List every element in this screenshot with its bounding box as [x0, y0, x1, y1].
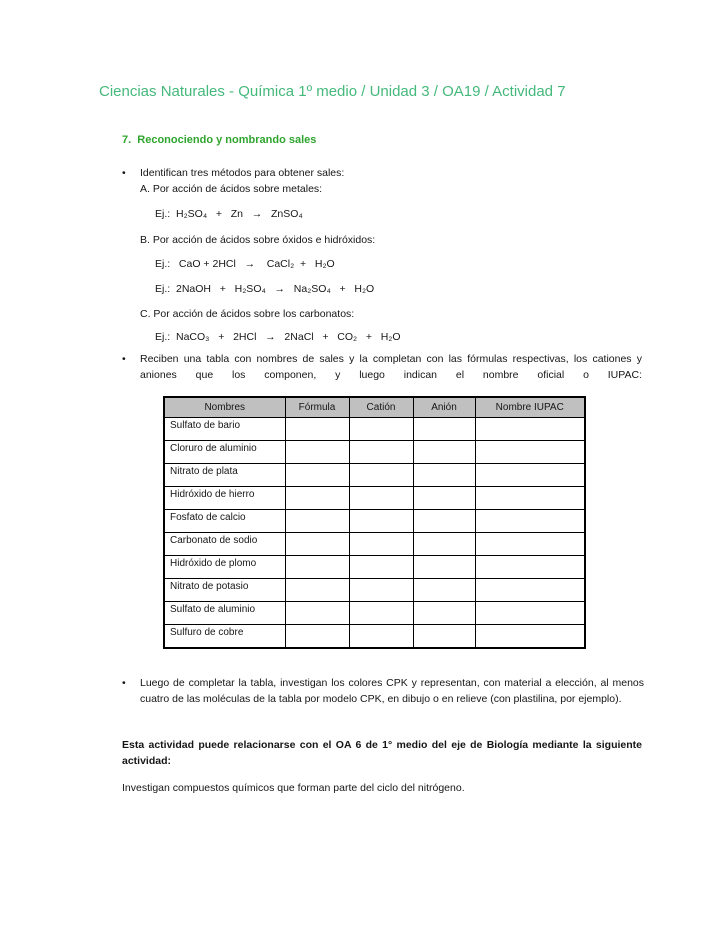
cell-salt-name: Cloruro de aluminio: [164, 441, 285, 464]
table-row: [164, 487, 585, 510]
bullet-icon: •: [122, 353, 126, 365]
empty-cell-anion: [413, 487, 475, 510]
empty-cell-cation: [349, 556, 413, 579]
table-row: [164, 533, 585, 556]
empty-cell-cation: [349, 602, 413, 625]
empty-cell-formula: [285, 487, 349, 510]
equation-acid-metal: Ej.: H₂SO₄ + Zn → ZnSO₄: [155, 208, 303, 220]
table-instruction-bullet-item: [122, 352, 642, 383]
cpk-instruction-text: Luego de completar la tabla, investigan los colores CPK y representan, con material a elección, al menos cuatro de las moléculas de la tabla por modelo CPK, en dibujo o en relieve (con plastilina, por ejemplo).: [140, 677, 644, 705]
column-header-cation: Catión: [349, 397, 413, 418]
empty-cell-iupac: [475, 464, 585, 487]
table-row: [164, 464, 585, 487]
table-row: [164, 625, 585, 649]
column-header-nombres: Nombres: [164, 397, 285, 418]
related-activity-text: Investigan compuestos químicos que forman parte del ciclo del nitrógeno.: [122, 782, 465, 794]
activity-heading: 7. Reconociendo y nombrando sales: [122, 134, 317, 146]
empty-cell-anion: [413, 602, 475, 625]
empty-cell-formula: [285, 579, 349, 602]
empty-cell-anion: [413, 510, 475, 533]
column-header-anion: Anión: [413, 397, 475, 418]
empty-cell-iupac: [475, 487, 585, 510]
bullet-icon: •: [122, 677, 126, 689]
empty-cell-iupac: [475, 579, 585, 602]
empty-cell-formula: [285, 510, 349, 533]
cell-salt-name: Nitrato de potasio: [164, 579, 285, 602]
method-b-line: B. Por acción de ácidos sobre óxidos e hidróxidos:: [140, 234, 376, 246]
sales-table: [163, 396, 586, 649]
empty-cell-anion: [413, 418, 475, 441]
table-row: [164, 510, 585, 533]
method-c-line: C. Por acción de ácidos sobre los carbonatos:: [140, 308, 355, 320]
method-a-line: A. Por acción de ácidos sobre metales:: [140, 182, 323, 195]
empty-cell-iupac: [475, 556, 585, 579]
empty-cell-formula: [285, 533, 349, 556]
document-title: Ciencias Naturales - Química 1º medio / Unidad 3 / OA19 / Actividad 7: [99, 83, 566, 100]
cell-salt-name: Hidróxido de plomo: [164, 556, 285, 579]
empty-cell-cation: [349, 533, 413, 556]
bullet-icon: •: [122, 167, 126, 179]
table-row: [164, 556, 585, 579]
empty-cell-anion: [413, 533, 475, 556]
table-row: [164, 579, 585, 602]
methods-intro-block: [140, 166, 642, 197]
empty-cell-cation: [349, 579, 413, 602]
empty-cell-iupac: [475, 441, 585, 464]
empty-cell-cation: [349, 625, 413, 649]
table-row: [164, 418, 585, 441]
cell-salt-name: Hidróxido de hierro: [164, 487, 285, 510]
table-header-row: [164, 397, 585, 418]
cell-salt-name: Sulfato de bario: [164, 418, 285, 441]
empty-cell-formula: [285, 602, 349, 625]
equation-acid-carbonate: Ej.: NaCO₃ + 2HCl → 2NaCl + CO₂ + H₂O: [155, 331, 401, 343]
empty-cell-formula: [285, 625, 349, 649]
empty-cell-formula: [285, 441, 349, 464]
empty-cell-formula: [285, 556, 349, 579]
related-activity-note: Esta actividad puede relacionarse con el OA 6 de 1° medio del eje de Biología mediante la siguiente actividad:: [122, 739, 642, 767]
empty-cell-cation: [349, 487, 413, 510]
empty-cell-cation: [349, 418, 413, 441]
cell-salt-name: Sulfato de aluminio: [164, 602, 285, 625]
table-row: [164, 602, 585, 625]
cell-salt-name: Fosfato de calcio: [164, 510, 285, 533]
equation-acid-hydroxide: Ej.: 2NaOH + H₂SO₄ → Na₂SO₄ + H₂O: [155, 283, 375, 295]
column-header-formula: Fórmula: [285, 397, 349, 418]
empty-cell-iupac: [475, 510, 585, 533]
empty-cell-anion: [413, 556, 475, 579]
table-instruction-text: Reciben una tabla con nombres de sales y la completan con las fórmulas respectivas, los cationes y aniones que los componen, y luego indican el nombre oficial o IUPAC:: [140, 353, 642, 381]
column-header-nombre-iupac: Nombre IUPAC: [475, 397, 585, 418]
empty-cell-anion: [413, 441, 475, 464]
methods-bullet-item: [122, 166, 642, 197]
empty-cell-anion: [413, 579, 475, 602]
empty-cell-iupac: [475, 533, 585, 556]
empty-cell-formula: [285, 464, 349, 487]
equation-acid-oxide: Ej.: CaO + 2HCl → CaCl₂ + H₂O: [155, 258, 335, 270]
table-row: [164, 441, 585, 464]
empty-cell-formula: [285, 418, 349, 441]
empty-cell-cation: [349, 464, 413, 487]
cell-salt-name: Sulfuro de cobre: [164, 625, 285, 649]
cpk-bullet-item: [122, 676, 644, 707]
empty-cell-cation: [349, 441, 413, 464]
cell-salt-name: Carbonato de sodio: [164, 533, 285, 556]
empty-cell-cation: [349, 510, 413, 533]
empty-cell-iupac: [475, 625, 585, 649]
empty-cell-anion: [413, 464, 475, 487]
empty-cell-iupac: [475, 418, 585, 441]
empty-cell-iupac: [475, 602, 585, 625]
methods-intro-line: Identifican tres métodos para obtener sales:: [140, 167, 345, 179]
empty-cell-anion: [413, 625, 475, 649]
cell-salt-name: Nitrato de plata: [164, 464, 285, 487]
